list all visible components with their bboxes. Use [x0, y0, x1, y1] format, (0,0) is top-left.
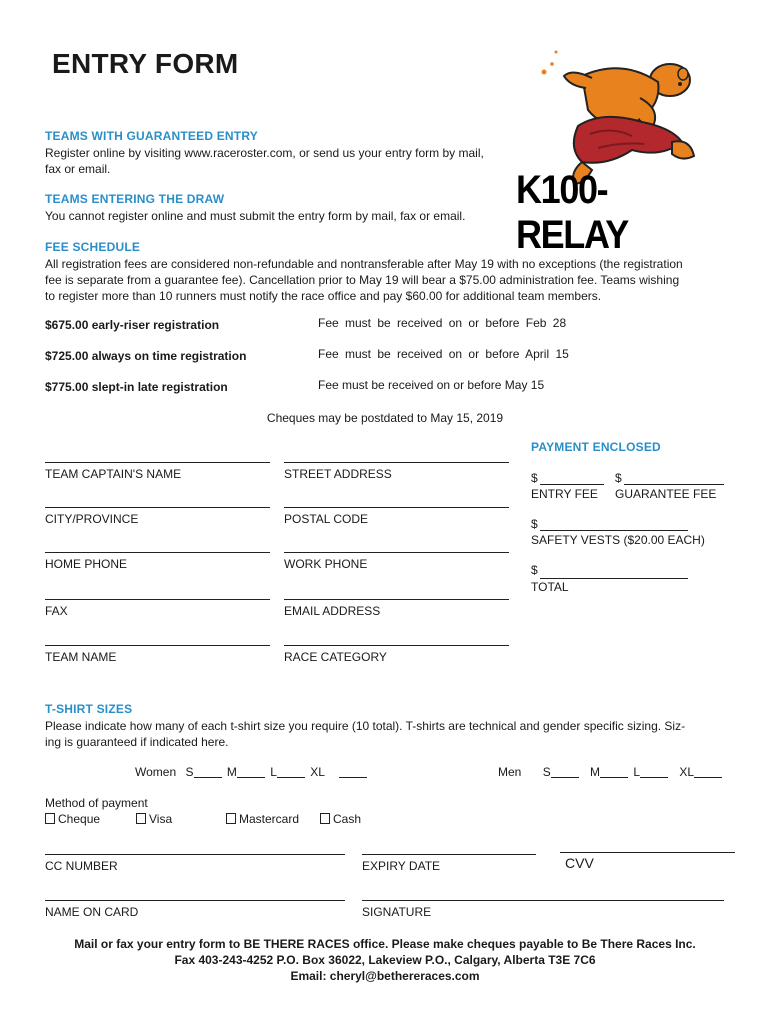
tshirt-line2: ing is guaranteed if indicated here.: [45, 735, 229, 749]
k100-relay-logo: [512, 38, 722, 257]
women-m-input[interactable]: [237, 765, 265, 778]
size-label: XL: [679, 765, 695, 779]
fee-heading: FEE SCHEDULE: [45, 240, 141, 254]
payment-option-cash[interactable]: [320, 812, 361, 826]
field-label: HOME PHONE: [45, 557, 128, 571]
size-label: S: [542, 765, 551, 779]
payment-option-mastercard[interactable]: [226, 812, 299, 826]
team-name-field[interactable]: [45, 645, 270, 664]
field-label: STREET ADDRESS: [284, 467, 392, 481]
email-address-field[interactable]: [284, 599, 509, 618]
total-label: TOTAL: [531, 580, 569, 594]
field-label: POSTAL CODE: [284, 512, 369, 526]
draw-text: You cannot register online and must submit the entry form by mail, fax or email.: [45, 209, 466, 223]
field-label: CITY/PROVINCE: [45, 512, 139, 526]
checkbox-icon[interactable]: [45, 813, 55, 824]
field-label: CVV: [565, 855, 594, 871]
guaranteed-line1: Register online by visiting www.raceroster.com, or send us your entry form by mail,: [45, 146, 484, 160]
tshirt-line1: Please indicate how many of each t-shirt size you require (10 total). T-shirts are technical and gender specific sizing. Siz-: [45, 719, 686, 733]
field-label: TEAM NAME: [45, 650, 117, 664]
field-label: WORK PHONE: [284, 557, 368, 571]
footer-line2: Fax 403-243-4252 P.O. Box 36022, Lakeview P.O., Calgary, Alberta T3E 7C6: [174, 953, 596, 967]
safety-vests-input[interactable]: [540, 530, 688, 531]
men-sizes-row: [498, 765, 722, 779]
guarantee-fee-label: GUARANTEE FEE: [615, 487, 717, 501]
payment-option-cheque[interactable]: [45, 812, 100, 826]
footer-line1: Mail or fax your entry form to BE THERE RACES office. Please make cheques payable to Be There Races Inc.: [74, 937, 696, 951]
option-label: Cash: [333, 812, 362, 826]
men-s-input[interactable]: [551, 765, 579, 778]
home-phone-field[interactable]: [45, 552, 270, 571]
signature-field[interactable]: [362, 900, 724, 919]
size-label: L: [633, 765, 641, 779]
draw-heading: TEAMS ENTERING THE DRAW: [45, 192, 225, 206]
checkbox-icon[interactable]: [226, 813, 236, 824]
safety-vests-label: SAFETY VESTS ($20.00 EACH): [531, 533, 705, 547]
postal-code-field[interactable]: [284, 507, 509, 526]
women-s-input[interactable]: [194, 765, 222, 778]
logo-text: K100-RELAY: [516, 168, 628, 257]
work-phone-field[interactable]: [284, 552, 509, 571]
women-sizes-row: [135, 765, 367, 779]
field-label: EMAIL ADDRESS: [284, 604, 381, 618]
guaranteed-line2: fax or email.: [45, 162, 111, 176]
race-category-field[interactable]: [284, 645, 509, 664]
size-label: M: [226, 765, 237, 779]
checkbox-icon[interactable]: [320, 813, 330, 824]
city-province-field[interactable]: [45, 507, 270, 526]
field-label: SIGNATURE: [362, 905, 432, 919]
team-captain-field[interactable]: [45, 462, 270, 481]
cc-number-field[interactable]: [45, 854, 345, 873]
fee-item-label: $775.00 slept-in late registration: [45, 380, 228, 394]
fee-item-label: $675.00 early-riser registration: [45, 318, 220, 332]
tshirt-heading: T-SHIRT SIZES: [45, 702, 133, 716]
field-label: TEAM CAPTAIN'S NAME: [45, 467, 182, 481]
name-on-card-field[interactable]: [45, 900, 345, 919]
men-m-input[interactable]: [600, 765, 628, 778]
size-label: L: [270, 765, 277, 779]
payment-method-heading: Method of payment: [45, 796, 148, 810]
men-xl-input[interactable]: [694, 765, 722, 778]
size-label: M: [590, 765, 601, 779]
total-input[interactable]: [540, 578, 688, 579]
size-label: S: [185, 765, 194, 779]
page-title: ENTRY FORM: [52, 48, 239, 79]
cvv-field[interactable]: [560, 852, 735, 871]
fee-item-note: Fee must be received on or before May 15: [318, 378, 545, 392]
entry-fee-label: ENTRY FEE: [531, 487, 598, 501]
size-label: XL: [310, 765, 325, 779]
field-label: FAX: [45, 604, 68, 618]
street-address-field[interactable]: [284, 462, 509, 481]
women-xl-input[interactable]: [339, 765, 367, 778]
entry-fee-dollar: $: [531, 471, 538, 485]
men-l-input[interactable]: [640, 765, 668, 778]
fee-line1: All registration fees are considered non-refundable and nontransferable after May 19 with no exceptions (the registration: [45, 257, 683, 271]
fee-item-note: Fee must be received on or before April 15: [318, 347, 569, 361]
field-label: NAME ON CARD: [45, 905, 139, 919]
footer-line3: Email: cheryl@bethereraces.com: [290, 969, 480, 983]
women-l-input[interactable]: [277, 765, 305, 778]
cheques-note: Cheques may be postdated to May 15, 2019: [266, 411, 504, 425]
field-label: CC NUMBER: [45, 859, 118, 873]
entry-fee-input[interactable]: [540, 484, 604, 485]
safety-vests-dollar: $: [531, 517, 538, 531]
payment-option-visa[interactable]: [136, 812, 172, 826]
women-label: Women: [135, 765, 177, 779]
payment-heading: PAYMENT ENCLOSED: [531, 440, 661, 454]
total-dollar: $: [531, 563, 538, 577]
guarantee-fee-dollar: $: [615, 471, 622, 485]
option-label: Visa: [149, 812, 173, 826]
option-label: Cheque: [58, 812, 101, 826]
guarantee-fee-input[interactable]: [624, 484, 724, 485]
checkbox-icon[interactable]: [136, 813, 146, 824]
guaranteed-heading: TEAMS WITH GUARANTEED ENTRY: [45, 129, 258, 143]
fee-line2: fee is separate from a guarantee fee). Cancellation prior to May 19 will bear a $75.00 administration fee. Teams wishing: [45, 273, 680, 287]
fee-item-label: $725.00 always on time registration: [45, 349, 247, 363]
option-label: Mastercard: [239, 812, 300, 826]
fee-item-note: Fee must be received on or before Feb 28: [318, 316, 567, 330]
men-label: Men: [498, 765, 522, 779]
fax-field[interactable]: [45, 599, 270, 618]
expiry-date-field[interactable]: [362, 854, 536, 873]
fee-line3: to register more than 10 runners must notify the race office and pay $60.00 for additional team members.: [45, 289, 602, 303]
field-label: RACE CATEGORY: [284, 650, 387, 664]
field-label: EXPIRY DATE: [362, 859, 441, 873]
